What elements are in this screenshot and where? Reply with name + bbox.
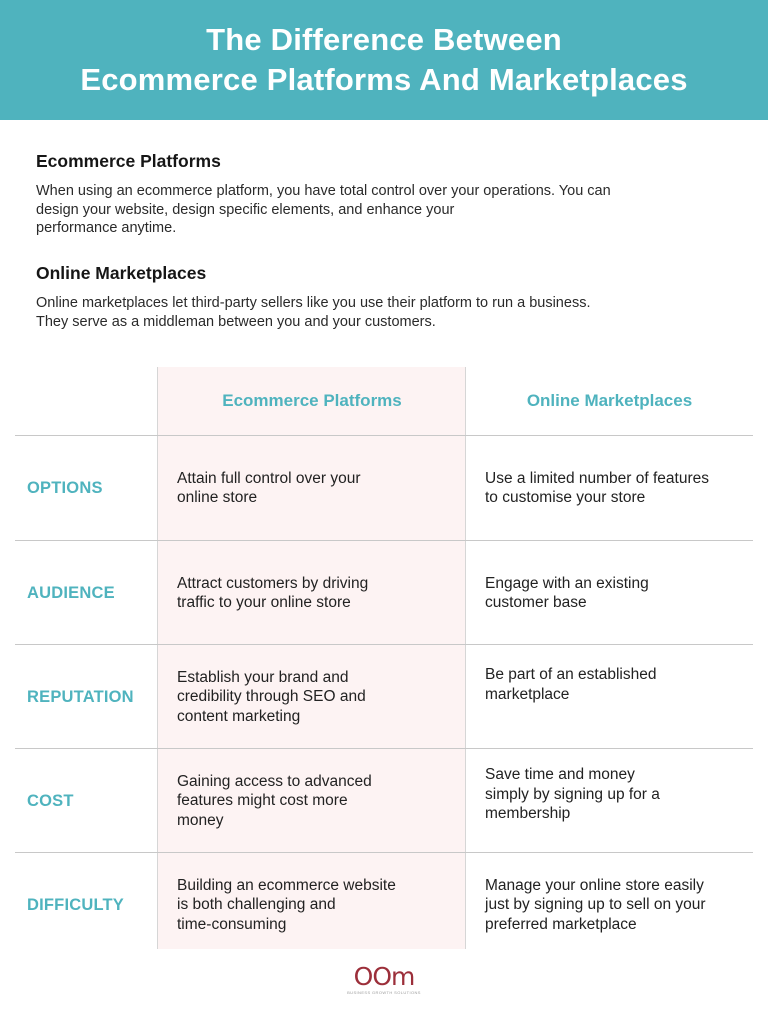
section-description — [36, 182, 716, 238]
table-row-reputation — [15, 645, 753, 749]
section-ecommerce-platforms — [36, 151, 716, 238]
cell-line: credibility through SEO and — [177, 688, 366, 706]
title-line-1: The Difference Between — [206, 22, 562, 57]
row-label: DIFFICULTY — [27, 895, 125, 914]
cell-line: customer base — [485, 594, 587, 611]
marketplace-cell — [485, 853, 753, 957]
row-label: COST — [27, 791, 74, 810]
oom-logo — [339, 964, 429, 1000]
ecommerce-cell — [177, 541, 447, 645]
cell-line: time-consuming — [177, 915, 287, 933]
ecommerce-cell — [177, 436, 447, 540]
marketplace-cell — [485, 749, 753, 853]
cell-line: traffic to your online store — [177, 594, 351, 611]
cell-line: membership — [485, 805, 571, 822]
marketplace-cell — [485, 436, 753, 540]
table-row-audience — [15, 541, 753, 645]
title-line-2: Ecommerce Platforms And Marketplaces — [80, 62, 688, 97]
row-label: AUDIENCE — [27, 583, 115, 602]
section-heading: Online Marketplaces — [36, 263, 207, 283]
logo-wordmark: OOm — [353, 962, 415, 991]
title-banner — [0, 0, 768, 120]
marketplace-cell — [485, 541, 753, 645]
cell-line: Attain full control over your — [177, 469, 361, 487]
description-line: They serve as a middleman between you and your customers. — [36, 313, 436, 330]
cell-line: Manage your online store easily — [485, 876, 704, 894]
column-header-marketplaces: Online Marketplaces — [526, 391, 693, 410]
cell-line: is both challenging and — [177, 896, 336, 914]
row-label: OPTIONS — [27, 478, 103, 497]
section-heading: Ecommerce Platforms — [36, 151, 221, 171]
cell-line: Use a limited number of features — [485, 469, 709, 487]
ecommerce-cell — [177, 749, 447, 853]
table-row-difficulty — [15, 853, 753, 957]
cell-line: preferred marketplace — [485, 915, 637, 933]
cell-line: Building an ecommerce website — [177, 876, 396, 894]
cell-line: to customise your store — [485, 489, 646, 506]
cell-line: just by signing up to sell on your — [485, 896, 706, 914]
row-label: REPUTATION — [27, 687, 134, 706]
cell-line: content marketing — [177, 707, 301, 725]
cell-line: simply by signing up for a — [485, 785, 660, 803]
ecommerce-cell — [177, 853, 447, 957]
comparison-table — [15, 367, 753, 949]
cell-line: Attract customers by driving — [177, 574, 369, 592]
section-description — [36, 294, 716, 331]
description-line: performance anytime. — [36, 220, 177, 236]
cell-line: online store — [177, 489, 258, 506]
table-row-options — [15, 436, 753, 540]
description-line: When using an ecommerce platform, you have total control over your operations. You can — [36, 183, 611, 199]
description-line: Online marketplaces let third-party sellers like you use their platform to run a business. — [36, 295, 591, 311]
ecommerce-cell — [177, 645, 447, 749]
marketplace-cell — [485, 645, 753, 749]
cell-line: marketplace — [485, 685, 570, 703]
table-row-cost — [15, 749, 753, 853]
cell-line: Save time and money — [485, 766, 635, 783]
column-header-ecommerce: Ecommerce Platforms — [222, 391, 402, 410]
description-line: design your website, design specific elements, and enhance your — [36, 201, 455, 218]
section-online-marketplaces — [36, 263, 716, 331]
cell-line: Establish your brand and — [177, 668, 349, 686]
cell-line: Gaining access to advanced — [177, 772, 372, 790]
cell-line: features might cost more — [177, 792, 348, 810]
cell-line: money — [177, 811, 224, 829]
logo-tagline: BUSINESS GROWTH SOLUTIONS — [347, 990, 421, 995]
cell-line: Engage with an existing — [485, 574, 649, 592]
cell-line: Be part of an established — [485, 666, 657, 683]
